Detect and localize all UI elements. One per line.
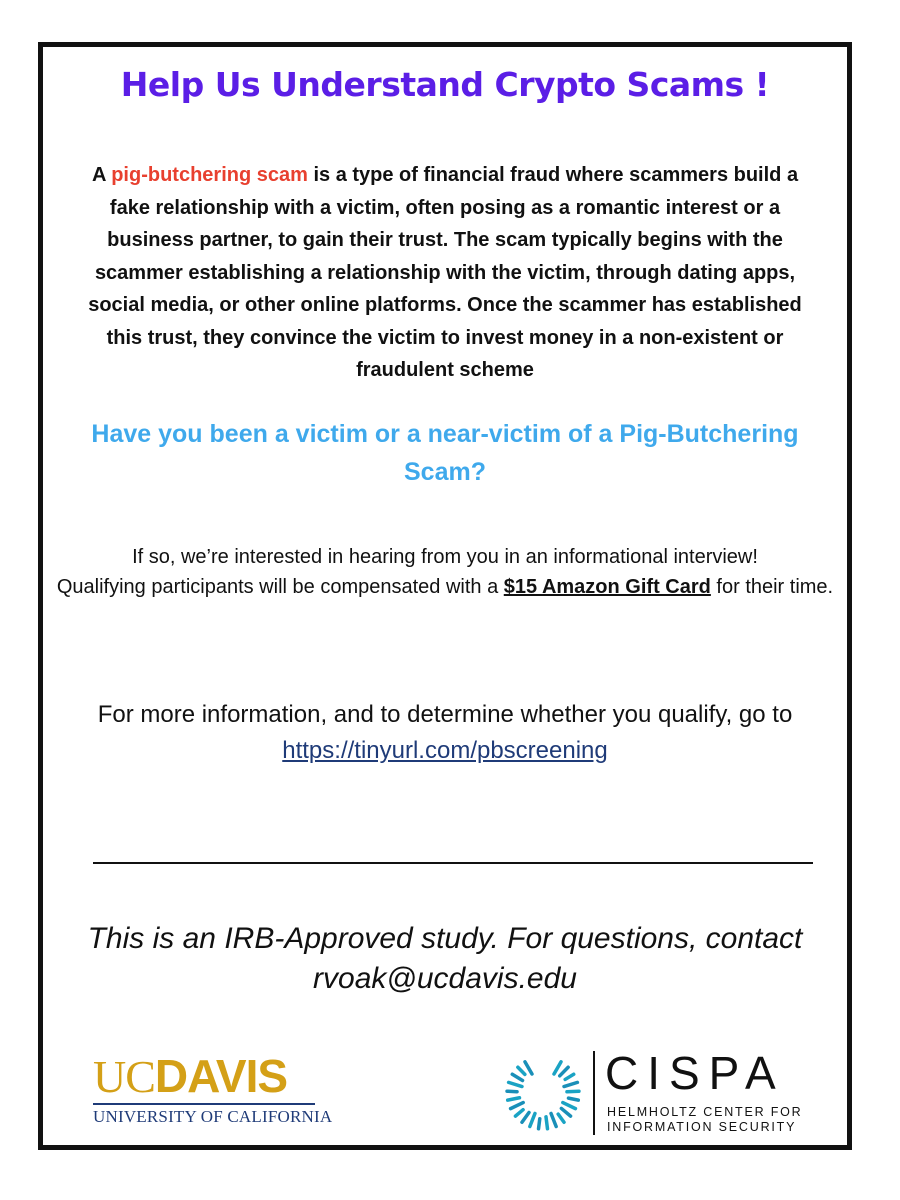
definition-lead: A <box>91 164 112 186</box>
invitation-line-2: Qualifying participants will be compensated with a <box>56 576 504 598</box>
definition-body: is a type of financial fraud where scammers build a fake relationship with a victim, often posing as a romantic interest or a business partner, to gain their trust. The scam typically begins with the scammer establishing a relationship with the victim, through dating apps, social media, or other online platforms. Once the scammer has established this trust, they convince the victim to invest money in a non-existent or fraudulent scheme <box>88 164 802 381</box>
cispa-ring-dash <box>511 1103 524 1109</box>
cispa-ring-dash <box>561 1108 570 1116</box>
cispa-ring-dash <box>551 1113 556 1126</box>
invitation-paragraph <box>53 542 837 602</box>
cispa-ring-dash <box>539 1119 540 1129</box>
more-info-text: For more information, and to determine whether you qualify, go to <box>97 701 793 728</box>
section-divider <box>93 862 813 864</box>
ucdavis-davis: DAVIS <box>154 1050 288 1102</box>
irb-notice <box>53 919 837 999</box>
gift-card-amount: $15 Amazon Gift Card <box>503 576 711 598</box>
cispa-ring-dash <box>508 1098 520 1100</box>
cispa-ring-dash <box>518 1067 525 1074</box>
cispa-ring-dash <box>554 1062 561 1074</box>
cispa-ring-dash <box>509 1082 522 1086</box>
cispa-ring-dash <box>560 1067 568 1076</box>
cispa-name: CISPA <box>605 1047 785 1099</box>
invitation-line-3: for their time. <box>710 576 834 598</box>
cispa-tagline-2: INFORMATION SECURITY <box>607 1120 797 1134</box>
cispa-ring-dash <box>512 1074 522 1080</box>
cispa-ring-dash <box>567 1091 579 1092</box>
cispa-ring-dash <box>563 1103 576 1109</box>
ucdavis-wordmark <box>93 1052 323 1101</box>
ucdavis-rule <box>93 1103 315 1105</box>
cispa-ring-dash <box>515 1110 523 1116</box>
pig-butchering-term: pig-butchering scam <box>111 164 308 186</box>
definition-paragraph <box>71 159 819 387</box>
ucdavis-subtitle: UNIVERSITY OF CALIFORNIA <box>93 1107 333 1126</box>
cispa-ring-dash <box>546 1117 547 1129</box>
flyer-title: Help Us Understand Crypto Scams ! <box>120 65 770 104</box>
cispa-tagline <box>607 1105 803 1135</box>
cispa-separator <box>593 1051 595 1135</box>
ucdavis-logo <box>93 1050 333 1132</box>
cispa-logo <box>503 1047 823 1137</box>
screening-link[interactable]: https://tinyurl.com/pbscreening <box>282 737 608 764</box>
ucdavis-uc: UC <box>93 1051 155 1102</box>
flyer-frame <box>38 42 852 1150</box>
cispa-ring-dash <box>568 1098 578 1100</box>
invitation-line-1: If so, we’re interested in hearing from you in an informational interview! <box>132 546 758 568</box>
cispa-ring-dash <box>525 1062 532 1074</box>
more-info-paragraph <box>55 697 835 769</box>
cispa-ring-dash <box>558 1114 564 1122</box>
irb-text: This is an IRB-Approved study. For questions, contact <box>87 922 803 955</box>
cispa-ring-dash <box>522 1112 529 1122</box>
cispa-ring-dash <box>530 1113 535 1126</box>
victim-question: Have you been a victim or a near-victim of a Pig-Butchering Scam? <box>91 420 799 486</box>
cispa-tagline-1: HELMHOLTZ CENTER FOR <box>607 1105 803 1119</box>
cispa-ring-dash <box>564 1082 577 1086</box>
cispa-ring-icon <box>503 1053 583 1133</box>
cispa-ring-dash <box>565 1074 574 1079</box>
contact-email[interactable]: rvoak@ucdavis.edu <box>313 962 577 995</box>
